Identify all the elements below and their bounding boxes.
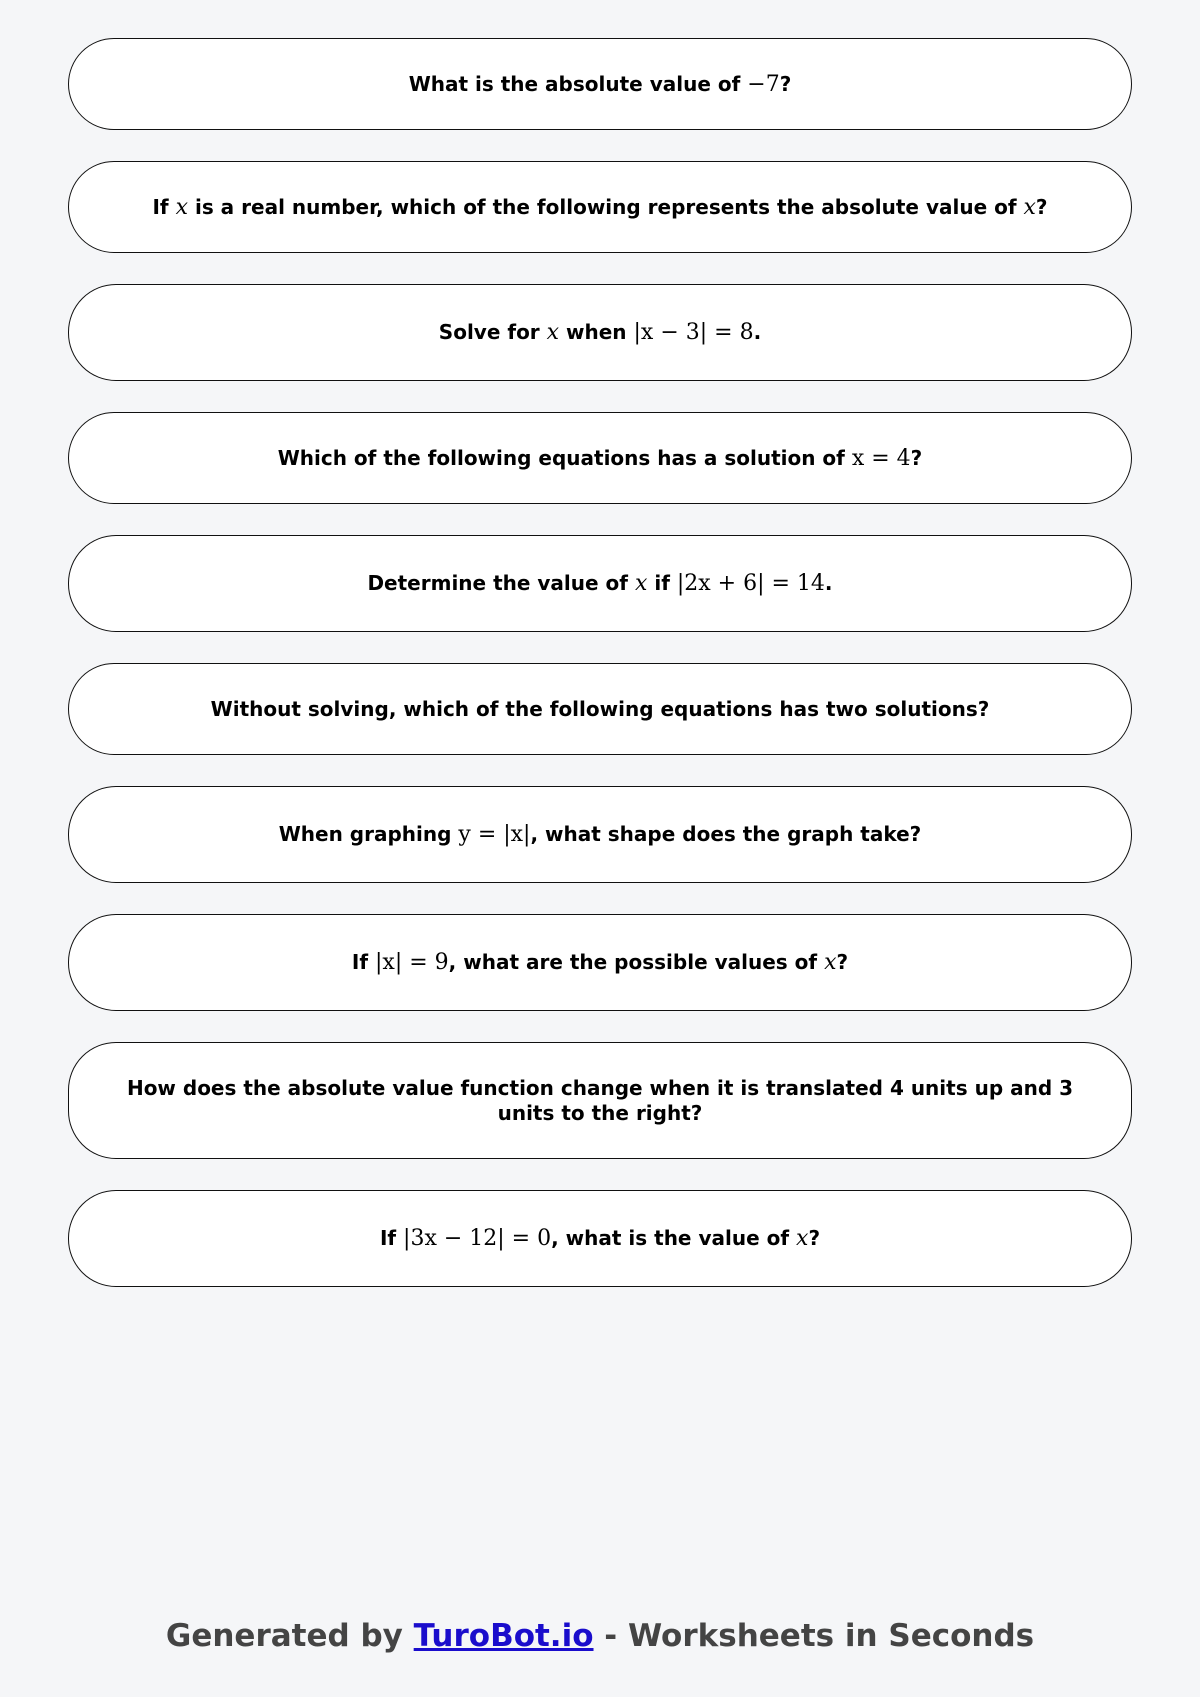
question-text-segment: , what are the possible values of: [448, 950, 825, 974]
question-card: [68, 535, 1132, 632]
math-expression: y = |x|: [458, 822, 531, 847]
question-list: [68, 38, 1132, 1318]
math-expression: x = 4: [851, 445, 911, 471]
footer-suffix: - Worksheets in Seconds: [593, 1618, 1035, 1654]
question-text-segment: ?: [910, 445, 923, 470]
question-text-segment: What is the absolute value of: [408, 71, 748, 96]
question-text-segment: Without solving, which of the following equations has two solutions?: [210, 696, 990, 721]
question-card: [68, 1190, 1132, 1287]
question-text: [367, 571, 832, 596]
question-text-segment: .: [753, 320, 762, 344]
footer: [0, 1618, 1200, 1654]
question-text-segment: How does the absolute value function change when it is translated 4 units up and 3 units to the right?: [126, 1075, 1074, 1125]
math-expression: x: [634, 571, 648, 596]
question-text-segment: If: [351, 950, 376, 974]
question-text: [279, 822, 922, 847]
math-expression: x: [796, 1226, 809, 1251]
question-text-segment: if: [647, 571, 677, 595]
question-text-segment: ?: [836, 950, 849, 974]
question-text-segment: ?: [1035, 194, 1048, 219]
question-text-segment: ?: [808, 1226, 821, 1250]
question-text: [409, 72, 792, 97]
question-text-segment: If: [379, 1226, 404, 1250]
question-text-segment: Solve for: [438, 320, 547, 344]
question-text: [380, 1226, 820, 1251]
question-text-segment: If: [152, 194, 176, 219]
math-expression: |x| = 9: [375, 950, 449, 975]
question-card: [68, 161, 1132, 253]
footer-prefix: Generated by: [165, 1618, 414, 1654]
question-text: [278, 446, 923, 471]
question-card: [68, 1042, 1132, 1159]
question-text: [352, 950, 848, 975]
question-text: [97, 1076, 1103, 1126]
question-text: [152, 195, 1047, 220]
question-text-segment: is a real number, which of the following represents the absolute value of: [188, 194, 1024, 219]
question-text-segment: When graphing: [278, 822, 459, 846]
question-text-segment: ?: [779, 71, 792, 96]
question-text-segment: .: [824, 571, 833, 595]
math-expression: |2x + 6| = 14: [676, 571, 825, 596]
math-expression: |3x − 12| = 0: [403, 1226, 552, 1251]
question-text-segment: Which of the following equations has a solution of: [277, 445, 852, 470]
question-text: [211, 697, 990, 722]
question-card: [68, 412, 1132, 504]
question-text-segment: Determine the value of: [367, 571, 635, 595]
math-expression: x: [824, 950, 837, 975]
question-card: [68, 284, 1132, 381]
math-expression: x: [1023, 194, 1036, 220]
turobot-link[interactable]: TuroBot.io: [413, 1618, 594, 1654]
math-expression: x: [546, 320, 560, 345]
question-card: [68, 38, 1132, 130]
question-text-segment: , what shape does the graph take?: [530, 822, 922, 846]
question-text-segment: when: [559, 320, 634, 344]
math-expression: x: [175, 194, 188, 220]
math-expression: |x − 3| = 8: [633, 320, 754, 345]
question-text-segment: , what is the value of: [551, 1226, 797, 1250]
question-card: [68, 786, 1132, 883]
math-expression: −7: [747, 71, 780, 97]
question-text: [439, 320, 761, 345]
question-card: [68, 914, 1132, 1011]
question-card: [68, 663, 1132, 755]
